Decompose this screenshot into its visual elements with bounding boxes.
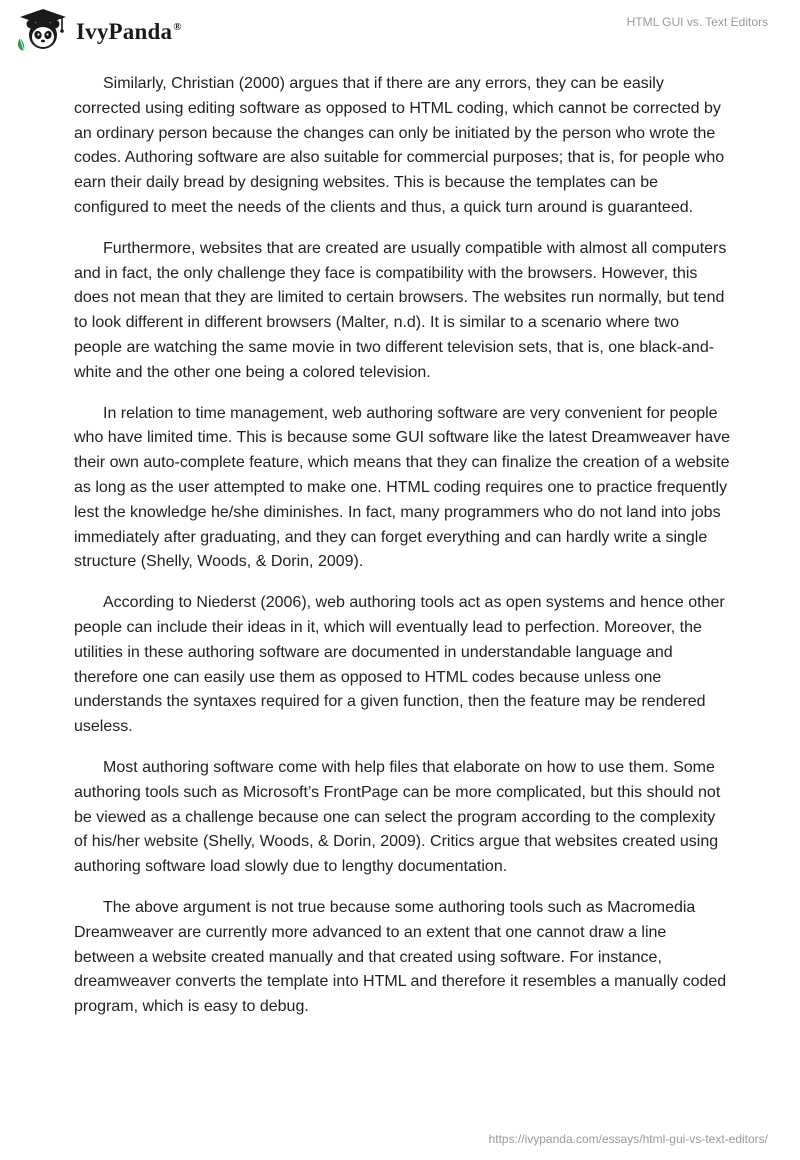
essay-body bbox=[74, 72, 730, 1036]
paragraph-1: Similarly, Christian (2000) argues that if there are any errors, they can be easily corrected using editing software as opposed to HTML coding, which cannot be corrected by an ordinary person because the changes can only be initiated by the person who wrote the codes. Authoring software are also suitable for commercial purposes; that is, for people who earn their daily bread by designing websites. This is because the templates can be configured to meet the needs of the clients and thus, a quick turn around is guaranteed. bbox=[74, 75, 725, 216]
paragraph-6: The above argument is not true because some authoring tools such as Macromedia Dreamweaver are currently more advanced to an extent that one cannot draw a line between a website created manually and that created using software. For instance, dreamweaver converts the template into HTML and therefore it resembles a manually coded program, which is easy to debug. bbox=[74, 898, 727, 1016]
document-title: HTML GUI vs. Text Editors bbox=[626, 15, 768, 29]
source-url[interactable]: https://ivypanda.com/essays/html-gui-vs-text-editors/ bbox=[488, 1132, 768, 1146]
page-header bbox=[0, 0, 800, 60]
brand-name: IvyPanda® bbox=[76, 19, 182, 44]
paragraph-4: According to Niederst (2006), web authoring tools act as open systems and hence other people can include their ideas in it, which will eventually lead to perfection. Moreover, the utilities in these authoring software are documented in understandable language and therefore one can easily use them as opposed to HTML codes because unless one understands the syntaxes required for a given function, then the feature may be rendered useless. bbox=[74, 594, 725, 736]
registered-mark: ® bbox=[173, 21, 182, 34]
paragraph-3: In relation to time management, web authoring software are very convenient for people who have limited time. This is because some GUI software like the latest Dreamweaver have their own auto-complete feature, which means that they can finalize the creation of a website as long as the user attempted to make one. HTML coding requires one to practice frequently lest the knowledge he/she diminishes. In fact, many programmers who do not land into jobs immediately after graduating, and they can forget everything and can hardly write a single structure (Shelly, Woods, & Dorin, 2009). bbox=[74, 404, 730, 571]
panda-graduate-icon bbox=[14, 8, 72, 52]
paragraph-5: Most authoring software come with help files that elaborate on how to use them. Some authoring tools such as Microsoft’s FrontPage can be more complicated, but this should not be viewed as a challenge because one can select the program according to the complexity of his/her website (Shelly, Woods, & Dorin, 2009). Critics argue that websites created using authoring software load slowly due to lengthy documentation. bbox=[74, 758, 721, 876]
paragraph-2: Furthermore, websites that are created are usually compatible with almost all computers and in fact, the only challenge they face is compatibility with the browsers. However, this does not mean that they are limited to certain browsers. The websites run normally, but tend to look different in different browsers (Malter, n.d). It is similar to a scenario where two people are watching the same movie in two different television sets, that is, one black-and-white and the other one being a colored television. bbox=[74, 239, 727, 381]
brand-logo[interactable] bbox=[14, 8, 182, 52]
